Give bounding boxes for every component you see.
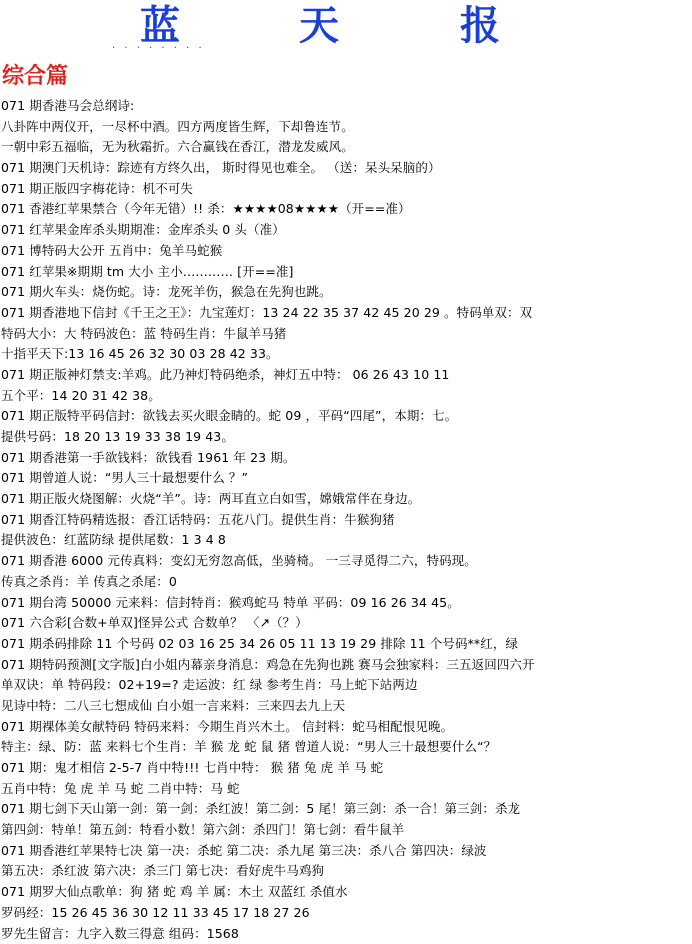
text-line: 071 香港红苹果禁合（今年无错）!! 杀：★★★★08★★★★（开==准） [1, 199, 691, 220]
text-line: 071 期正版神灯禁支:羊鸡。此乃神灯特码绝杀，神灯五中特： 06 26 43 10 11 [1, 365, 691, 386]
masthead-char-bao: 报 [460, 2, 500, 50]
masthead-dots: · · · · · · · · [112, 44, 205, 54]
text-line: 071 红苹果金库杀头期期准：金库杀头 0 头（准） [1, 220, 691, 241]
text-line: 一朝中彩五福临，无为秋霜折。六合赢钱在香江，潜龙发威风。 [1, 137, 691, 158]
text-line: 十指平天下:13 16 45 26 32 30 03 28 42 33。 [1, 344, 691, 365]
text-line: 071 期正版四字梅花诗：机不可失 [1, 179, 691, 200]
text-line: 八卦阵中两仪开，一尽杯中酒。四方两度皆生辉，下却鲁连节。 [1, 117, 691, 138]
text-line: 五个平：14 20 31 42 38。 [1, 386, 691, 407]
masthead [0, 0, 692, 58]
text-line: 特码大小：大 特码波色：蓝 特码生肖：牛鼠羊马猪 [1, 324, 691, 345]
text-line: 提供波色：红蓝防绿 提供尾数：1 3 4 8 [1, 530, 691, 551]
text-line: 第四剑：特单！第五剑：特看小数！第六剑：杀四门！第七剑：看牛鼠羊 [1, 820, 691, 841]
text-line: 071 期澳门天机诗：踪迹有方终久出， 斯时得见也难全。 （送：呆头呆脑的） [1, 158, 691, 179]
text-line: 071 期香港红苹果特七决 第一决：杀蛇 第二决：杀九尾 第三决：杀八合 第四决：绿波 [1, 841, 691, 862]
text-line: 071 期七剑下天山第一剑：第一剑：杀红波！第二剑：5 尾！第三剑：杀一合！第三剑：杀龙 [1, 799, 691, 820]
text-line: 071 博特码大公开 五肖中：兔羊马蛇猴 [1, 241, 691, 262]
text-line: 071 期罗大仙点歌单：狗 猪 蛇 鸡 羊 属：木土 双蓝红 杀值水 [1, 882, 691, 903]
text-line: 071 期香港 6000 元传真料：变幻无穷忽高低，坐骑椅。 一三寻觅得二六，特码现。 [1, 551, 691, 572]
text-line: 071 期曾道人说：“男人三十最想要什么 ？” [1, 468, 691, 489]
text-line: 071 期特码预测[文字版]白小姐内幕亲身消息：鸡急在先狗也跳 赛马会独家料：三五返回四六开 [1, 655, 691, 676]
masthead-char-lan: 蓝 [140, 2, 180, 50]
text-line: 071 期台湾 50000 元来料：信封特肖：猴鸡蛇马 特单 平码：09 16 26 34 45。 [1, 593, 691, 614]
text-line: 071 期香港马会总纲诗: [1, 96, 691, 117]
text-line: 071 期香港地下信封《千王之王》：九宝莲灯：13 24 22 35 37 42 45 20 29 。特码单双：双 [1, 303, 691, 324]
text-line: 071 期正版特平码信封：欲钱去买火眼金睛的。蛇 09 ，平码“四尾”，本期：七。 [1, 406, 691, 427]
text-line: 第五决：杀红波 第六决：杀三门 第七决：看好虎牛马鸡狗 [1, 861, 691, 882]
text-line: 传真之杀肖：羊 传真之杀尾：0 [1, 572, 691, 593]
text-line: 单双诀：单 特码段：02+19=? 走运波：红 绿 参考生肖：马上蛇下站两边 [1, 675, 691, 696]
text-line: 071 期：鬼才相信 2-5-7 肖中特!!! 七肖中特： 猴 猪 兔 虎 羊 马 蛇 [1, 758, 691, 779]
text-line: 071 期杀码排除 11 个号码 02 03 16 25 34 26 05 11 13 19 29 排除 11 个号码**红，绿 [1, 634, 691, 655]
text-line: 罗先生留言：九字入数三得意 组码：1568 [1, 924, 691, 944]
text-line: 071 红苹果※期期 tm 大小 主小………… [开==准] [1, 262, 691, 283]
text-line: 071 期香港第一手欲钱料：欲钱看 1961 年 23 期。 [1, 448, 691, 469]
masthead-char-tian: 天 [299, 2, 339, 50]
text-line: 特主：绿、防：蓝 来料七个生肖：羊 猴 龙 蛇 鼠 猪 曾道人说：“男人三十最想要什么“？ [1, 737, 691, 758]
text-line: 071 期香江特码精选报：香江话特码：五花八门。提供生肖：牛猴狗猪 [1, 510, 691, 531]
text-line: 071 期火车头：烧伤蛇。诗：龙死羊伤，猴急在先狗也跳。 [1, 282, 691, 303]
section-title: 综合篇 [2, 62, 68, 92]
text-line: 提供号码：18 20 13 19 33 38 19 43。 [1, 427, 691, 448]
article-body [1, 96, 691, 944]
text-line: 见诗中特：二八三七想成仙 白小姐一言来料：三来四去九上天 [1, 696, 691, 717]
text-line: 五肖中特：兔 虎 羊 马 蛇 二肖中特：马 蛇 [1, 779, 691, 800]
text-line: 071 期正版火烧图解：火烧“羊”。诗：两耳直立白如雪，嫦娥常伴在身边。 [1, 489, 691, 510]
text-line: 071 六合彩[合数+单双]怪异公式 合数单？ 〈↗（？） [1, 613, 691, 634]
text-line: 071 期裸体美女献特码 特码来料：今期生肖兴木土。 信封料：蛇马相配恨见晚。 [1, 717, 691, 738]
text-line: 罗码经：15 26 45 36 30 12 11 33 45 17 18 27 26 [1, 903, 691, 924]
